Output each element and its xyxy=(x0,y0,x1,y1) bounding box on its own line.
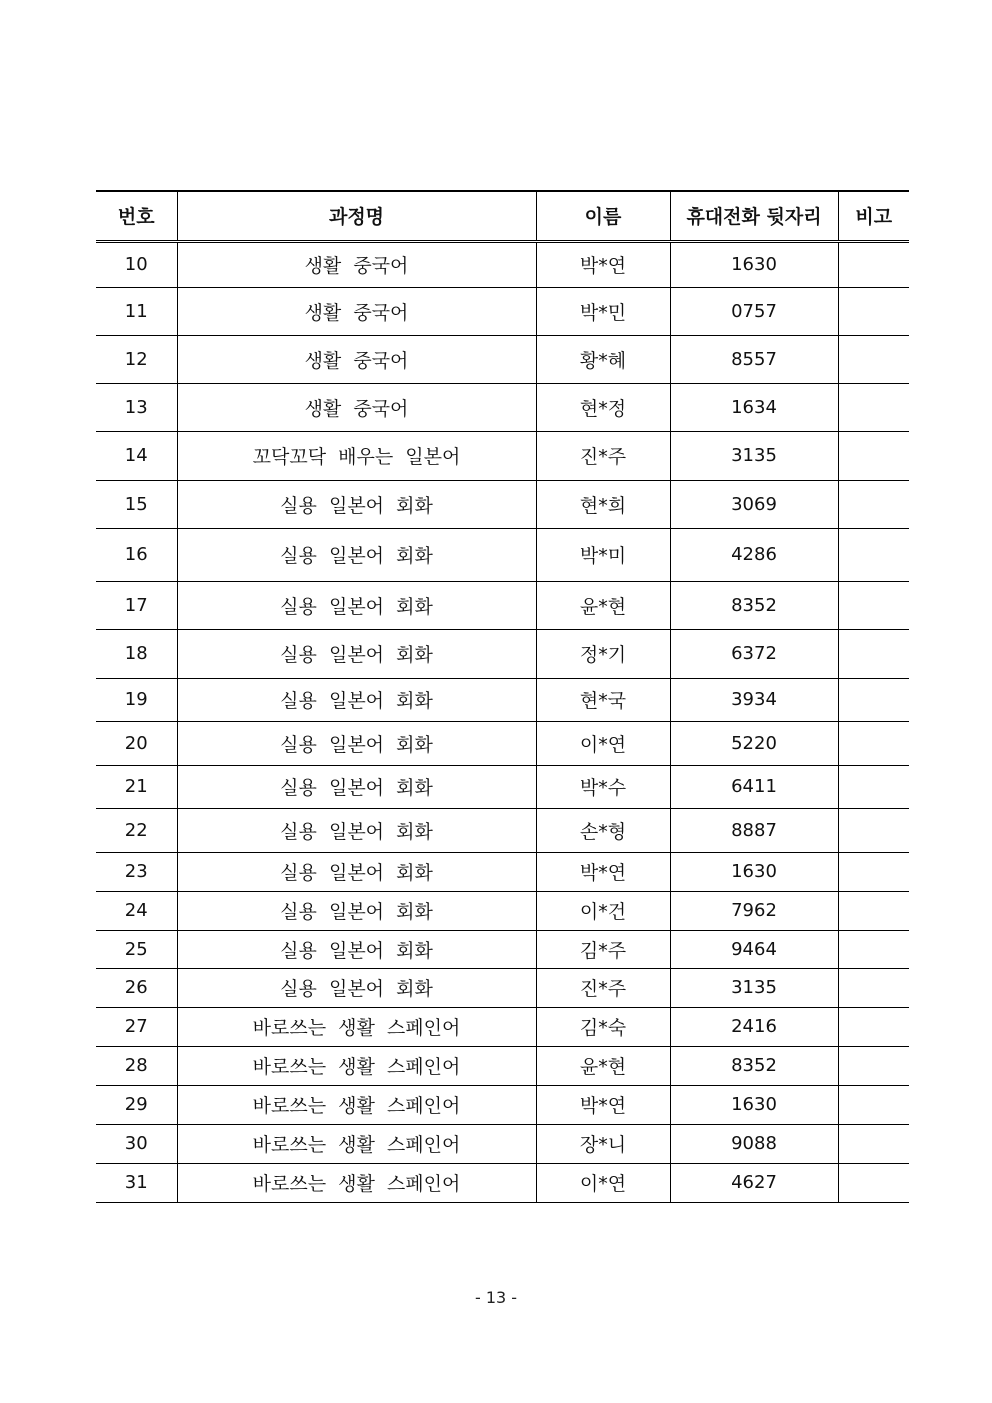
participants-table xyxy=(96,190,909,1203)
cell-remarks xyxy=(838,930,909,968)
cell-remarks xyxy=(838,808,909,852)
cell-name: 박*연 xyxy=(536,1085,670,1124)
cell-number: 15 xyxy=(96,480,177,528)
cell-phone: 9464 xyxy=(670,930,838,968)
table-row xyxy=(96,581,909,629)
cell-name: 박*미 xyxy=(536,528,670,581)
cell-number: 19 xyxy=(96,678,177,721)
cell-course: 바로쓰는 생활 스페인어 xyxy=(177,1007,536,1046)
header-name: 이름 xyxy=(536,191,670,241)
cell-remarks xyxy=(838,765,909,808)
cell-name: 김*주 xyxy=(536,930,670,968)
cell-phone: 8887 xyxy=(670,808,838,852)
cell-remarks xyxy=(838,480,909,528)
table-row xyxy=(96,287,909,335)
cell-course: 실용 일본어 회화 xyxy=(177,721,536,765)
table-row xyxy=(96,1007,909,1046)
cell-phone: 1630 xyxy=(670,852,838,891)
cell-remarks xyxy=(838,1007,909,1046)
cell-phone: 5220 xyxy=(670,721,838,765)
header-course: 과정명 xyxy=(177,191,536,241)
cell-number: 11 xyxy=(96,287,177,335)
table-row xyxy=(96,721,909,765)
cell-phone: 8352 xyxy=(670,581,838,629)
cell-remarks xyxy=(838,891,909,930)
cell-number: 25 xyxy=(96,930,177,968)
cell-remarks xyxy=(838,1046,909,1085)
cell-remarks xyxy=(838,852,909,891)
cell-remarks xyxy=(838,383,909,431)
cell-course: 실용 일본어 회화 xyxy=(177,480,536,528)
cell-number: 20 xyxy=(96,721,177,765)
table-row xyxy=(96,891,909,930)
cell-remarks xyxy=(838,528,909,581)
table-row xyxy=(96,930,909,968)
cell-number: 29 xyxy=(96,1085,177,1124)
cell-phone: 1630 xyxy=(670,1085,838,1124)
page-number: - 13 - xyxy=(474,1288,518,1307)
cell-phone: 8557 xyxy=(670,335,838,383)
cell-name: 이*연 xyxy=(536,1163,670,1202)
cell-number: 31 xyxy=(96,1163,177,1202)
table-body xyxy=(96,241,909,1202)
cell-name: 박*연 xyxy=(536,852,670,891)
cell-course: 생활 중국어 xyxy=(177,241,536,287)
cell-phone: 3135 xyxy=(670,968,838,1007)
cell-phone: 7962 xyxy=(670,891,838,930)
table-row xyxy=(96,528,909,581)
cell-number: 13 xyxy=(96,383,177,431)
header-remarks: 비고 xyxy=(838,191,909,241)
cell-name: 이*건 xyxy=(536,891,670,930)
cell-phone: 2416 xyxy=(670,1007,838,1046)
cell-phone: 3069 xyxy=(670,480,838,528)
cell-remarks xyxy=(838,581,909,629)
table-row xyxy=(96,1163,909,1202)
cell-remarks xyxy=(838,629,909,678)
cell-course: 바로쓰는 생활 스페인어 xyxy=(177,1085,536,1124)
cell-course: 생활 중국어 xyxy=(177,335,536,383)
cell-name: 정*기 xyxy=(536,629,670,678)
table-row xyxy=(96,1124,909,1163)
cell-remarks xyxy=(838,241,909,287)
table-row xyxy=(96,629,909,678)
cell-remarks xyxy=(838,721,909,765)
cell-course: 실용 일본어 회화 xyxy=(177,852,536,891)
cell-number: 12 xyxy=(96,335,177,383)
cell-name: 박*민 xyxy=(536,287,670,335)
cell-course: 바로쓰는 생활 스페인어 xyxy=(177,1046,536,1085)
cell-course: 바로쓰는 생활 스페인어 xyxy=(177,1163,536,1202)
cell-course: 생활 중국어 xyxy=(177,287,536,335)
cell-phone: 9088 xyxy=(670,1124,838,1163)
cell-phone: 4286 xyxy=(670,528,838,581)
cell-name: 진*주 xyxy=(536,431,670,480)
cell-course: 실용 일본어 회화 xyxy=(177,765,536,808)
cell-name: 이*연 xyxy=(536,721,670,765)
cell-remarks xyxy=(838,1085,909,1124)
cell-remarks xyxy=(838,335,909,383)
header-number: 번호 xyxy=(96,191,177,241)
cell-phone: 6372 xyxy=(670,629,838,678)
table-row xyxy=(96,968,909,1007)
header-phone-last-digits: 휴대전화 뒷자리 xyxy=(670,191,838,241)
cell-name: 현*정 xyxy=(536,383,670,431)
cell-number: 17 xyxy=(96,581,177,629)
cell-number: 26 xyxy=(96,968,177,1007)
cell-name: 김*숙 xyxy=(536,1007,670,1046)
cell-name: 장*니 xyxy=(536,1124,670,1163)
cell-course: 꼬닥꼬닥 배우는 일본어 xyxy=(177,431,536,480)
table-row xyxy=(96,335,909,383)
table-row xyxy=(96,808,909,852)
cell-name: 현*국 xyxy=(536,678,670,721)
cell-course: 실용 일본어 회화 xyxy=(177,528,536,581)
cell-number: 14 xyxy=(96,431,177,480)
cell-course: 실용 일본어 회화 xyxy=(177,968,536,1007)
table-row xyxy=(96,1085,909,1124)
cell-name: 진*주 xyxy=(536,968,670,1007)
cell-phone: 1634 xyxy=(670,383,838,431)
cell-number: 24 xyxy=(96,891,177,930)
table-header-row xyxy=(96,191,909,241)
cell-course: 실용 일본어 회화 xyxy=(177,581,536,629)
cell-number: 21 xyxy=(96,765,177,808)
cell-course: 생활 중국어 xyxy=(177,383,536,431)
cell-number: 27 xyxy=(96,1007,177,1046)
cell-course: 바로쓰는 생활 스페인어 xyxy=(177,1124,536,1163)
table-row xyxy=(96,480,909,528)
cell-phone: 1630 xyxy=(670,241,838,287)
table-row xyxy=(96,765,909,808)
cell-name: 박*연 xyxy=(536,241,670,287)
cell-remarks xyxy=(838,678,909,721)
cell-phone: 0757 xyxy=(670,287,838,335)
table-row xyxy=(96,1046,909,1085)
cell-number: 10 xyxy=(96,241,177,287)
cell-phone: 3934 xyxy=(670,678,838,721)
cell-phone: 4627 xyxy=(670,1163,838,1202)
cell-phone: 6411 xyxy=(670,765,838,808)
cell-remarks xyxy=(838,1124,909,1163)
cell-name: 손*형 xyxy=(536,808,670,852)
cell-name: 현*희 xyxy=(536,480,670,528)
cell-course: 실용 일본어 회화 xyxy=(177,891,536,930)
table-row xyxy=(96,383,909,431)
cell-number: 28 xyxy=(96,1046,177,1085)
cell-remarks xyxy=(838,968,909,1007)
cell-name: 황*혜 xyxy=(536,335,670,383)
cell-course: 실용 일본어 회화 xyxy=(177,930,536,968)
cell-name: 박*수 xyxy=(536,765,670,808)
cell-remarks xyxy=(838,1163,909,1202)
cell-name: 윤*현 xyxy=(536,581,670,629)
table-row xyxy=(96,678,909,721)
cell-course: 실용 일본어 회화 xyxy=(177,678,536,721)
cell-phone: 8352 xyxy=(670,1046,838,1085)
table-row xyxy=(96,241,909,287)
table-row xyxy=(96,852,909,891)
cell-number: 22 xyxy=(96,808,177,852)
cell-phone: 3135 xyxy=(670,431,838,480)
cell-number: 23 xyxy=(96,852,177,891)
cell-number: 16 xyxy=(96,528,177,581)
cell-number: 18 xyxy=(96,629,177,678)
cell-course: 실용 일본어 회화 xyxy=(177,629,536,678)
table-row xyxy=(96,431,909,480)
cell-remarks xyxy=(838,287,909,335)
cell-number: 30 xyxy=(96,1124,177,1163)
cell-name: 윤*현 xyxy=(536,1046,670,1085)
cell-course: 실용 일본어 회화 xyxy=(177,808,536,852)
cell-remarks xyxy=(838,431,909,480)
